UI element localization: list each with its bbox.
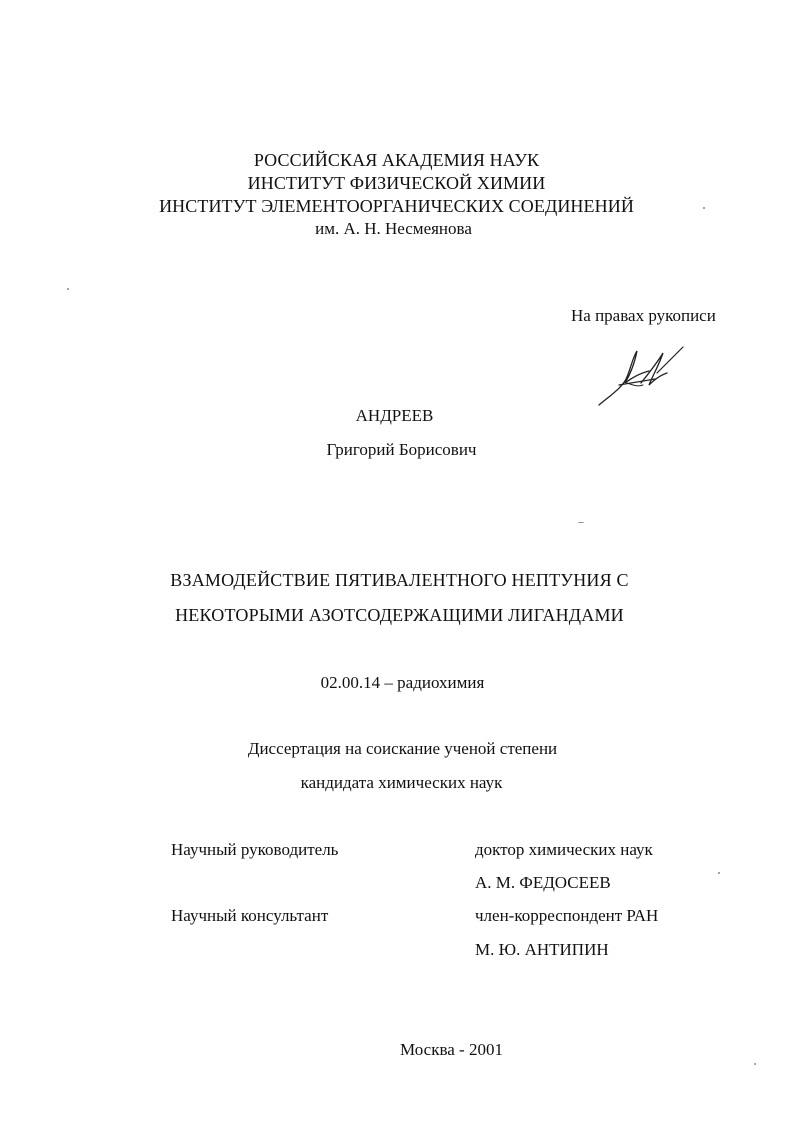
supervisor-role: Научный руководитель xyxy=(171,840,339,859)
thesis-title-line2: НЕКОТОРЫМИ АЗОТСОДЕРЖАЩИМИ ЛИГАНДАМИ xyxy=(175,605,624,625)
author-given-names: Григорий Борисович xyxy=(326,440,477,459)
thesis-title-line1: ВЗАМОДЕЙСТВИЕ ПЯТИВАЛЕНТНОГО НЕПТУНИЯ С xyxy=(170,570,629,590)
scan-speck xyxy=(718,872,720,874)
org-named-after: им. А. Н. Несмеянова xyxy=(315,219,472,238)
degree-line1: Диссертация на соискание ученой степени xyxy=(247,739,558,758)
specialty: 02.00.14 – радиохимия xyxy=(320,673,485,692)
supervisor-title: доктор химических наук xyxy=(475,840,653,859)
scan-speck xyxy=(703,207,705,209)
author-surname: АНДРЕЕВ xyxy=(355,406,434,425)
supervisor-name: А. М. ФЕДОСЕЕВ xyxy=(475,873,611,892)
scan-speck xyxy=(578,522,584,523)
scan-speck xyxy=(754,1063,756,1065)
degree-line2: кандидата химических наук xyxy=(300,773,503,792)
scan-speck xyxy=(67,288,69,290)
manuscript-note: На правах рукописи xyxy=(571,306,716,325)
consultant-title: член-корреспондент РАН xyxy=(475,906,659,925)
org-institute-elementorg: ИНСТИТУТ ЭЛЕМЕНТООРГАНИЧЕСКИХ СОЕДИНЕНИЙ xyxy=(159,196,634,216)
consultant-name: М. Ю. АНТИПИН xyxy=(475,940,609,959)
place-year: Москва - 2001 xyxy=(400,1040,503,1059)
org-institute-physchem: ИНСТИТУТ ФИЗИЧЕСКОЙ ХИМИИ xyxy=(247,173,546,193)
org-academy: РОССИЙСКАЯ АКАДЕМИЯ НАУК xyxy=(253,150,540,170)
consultant-role: Научный консультант xyxy=(171,906,329,925)
signature-icon xyxy=(597,343,687,409)
